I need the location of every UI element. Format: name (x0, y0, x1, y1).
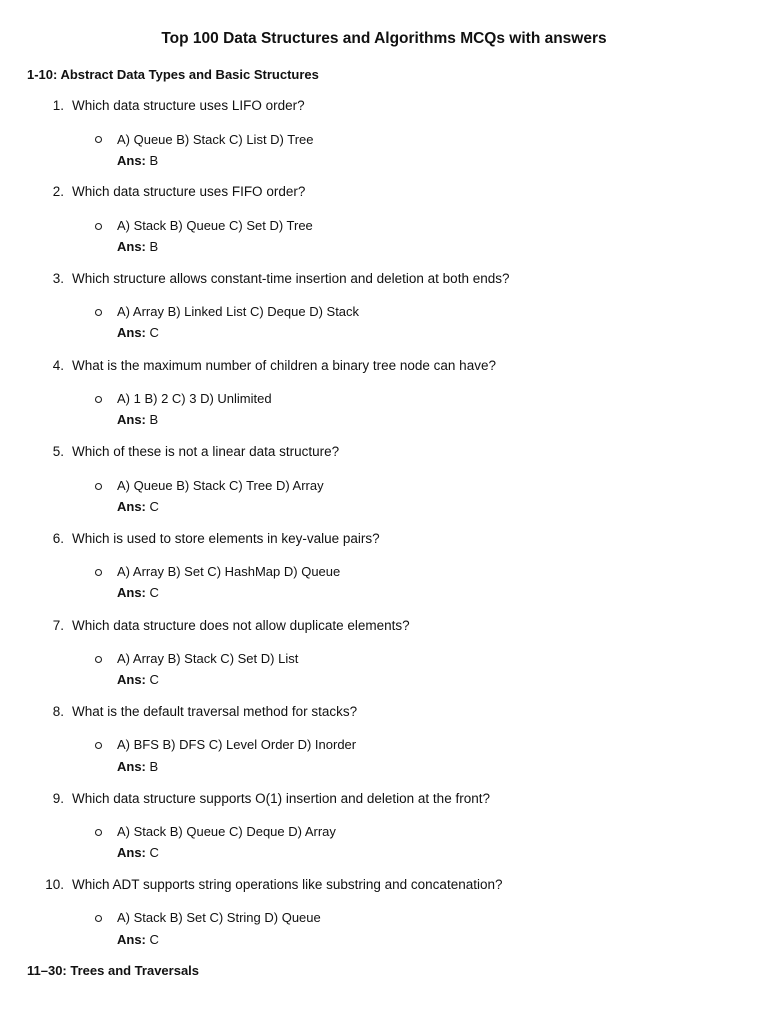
answer-value: B (149, 412, 159, 427)
answer-label: Ans: (117, 325, 146, 340)
answer-label: Ans: (117, 239, 146, 254)
answer-line (117, 584, 159, 601)
hollow-circle-bullet-icon (94, 482, 103, 491)
answer-label: Ans: (117, 759, 146, 774)
hollow-circle-bullet-icon (94, 395, 103, 404)
question-number: 3. (52, 271, 64, 286)
answer-value: B (149, 153, 159, 168)
hollow-circle-bullet-icon (94, 222, 103, 231)
answer-line (117, 324, 159, 341)
answer-label: Ans: (117, 499, 146, 514)
answer-line (117, 498, 159, 515)
answer-value: C (149, 325, 159, 340)
answer-options: A) Stack B) Queue C) Set D) Tree (117, 218, 313, 233)
answer-value: C (149, 932, 159, 947)
hollow-circle-bullet-icon (94, 741, 103, 750)
question-text: Which ADT supports string operations like substring and concatenation? (72, 877, 503, 892)
answer-label: Ans: (117, 845, 146, 860)
hollow-circle-bullet-icon (94, 135, 103, 144)
answer-options: A) Array B) Stack C) Set D) List (117, 651, 299, 666)
answer-label: Ans: (117, 672, 146, 687)
answer-line (117, 411, 158, 428)
question-text: Which of these is not a linear data structure? (72, 444, 340, 459)
answer-value: C (149, 672, 159, 687)
question-text: Which data structure uses FIFO order? (72, 184, 306, 199)
question-number: 9. (52, 791, 64, 806)
answer-line (117, 758, 158, 775)
question-number: 10. (45, 877, 64, 892)
question-text: Which is used to store elements in key-value pairs? (72, 531, 380, 546)
question-number: 5. (52, 444, 64, 459)
question-text: Which data structure uses LIFO order? (72, 98, 305, 113)
answer-options: A) BFS B) DFS C) Level Order D) Inorder (117, 737, 357, 752)
question-number: 7. (52, 618, 64, 633)
answer-line (117, 671, 159, 688)
answer-value: B (149, 759, 159, 774)
answer-options: A) Stack B) Queue C) Deque D) Array (117, 824, 336, 839)
question-text: Which data structure does not allow duplicate elements? (72, 618, 410, 633)
question-text: What is the default traversal method for stacks? (72, 704, 358, 719)
hollow-circle-bullet-icon (94, 568, 103, 577)
answer-line (117, 931, 159, 948)
answer-value: B (149, 239, 159, 254)
answer-line (117, 152, 158, 169)
answer-options: A) Queue B) Stack C) Tree D) Array (117, 478, 324, 493)
answer-value: C (149, 585, 159, 600)
answer-options: A) Queue B) Stack C) List D) Tree (117, 132, 314, 147)
question-number: 2. (52, 184, 64, 199)
answer-value: C (149, 499, 159, 514)
answer-options: A) Array B) Linked List C) Deque D) Stack (117, 304, 360, 319)
answer-label: Ans: (117, 153, 146, 168)
answer-label: Ans: (117, 585, 146, 600)
hollow-circle-bullet-icon (94, 308, 103, 317)
question-text: Which structure allows constant-time insertion and deletion at both ends? (72, 271, 510, 286)
answer-label: Ans: (117, 932, 146, 947)
answer-options: A) 1 B) 2 C) 3 D) Unlimited (117, 391, 272, 406)
answer-value: C (149, 845, 159, 860)
question-text: Which data structure supports O(1) insertion and deletion at the front? (72, 791, 490, 806)
answer-label: Ans: (117, 412, 146, 427)
question-number: 1. (52, 98, 64, 113)
section-heading-1-10: 1-10: Abstract Data Types and Basic Structures (27, 67, 319, 82)
answer-line (117, 238, 158, 255)
question-number: 4. (52, 358, 64, 373)
document-title: Top 100 Data Structures and Algorithms MCQs with answers (161, 30, 607, 47)
section-heading-11-30: 11–30: Trees and Traversals (27, 963, 200, 978)
question-number: 6. (52, 531, 64, 546)
hollow-circle-bullet-icon (94, 828, 103, 837)
hollow-circle-bullet-icon (94, 914, 103, 923)
hollow-circle-bullet-icon (94, 655, 103, 664)
answer-line (117, 844, 159, 861)
answer-options: A) Stack B) Set C) String D) Queue (117, 910, 321, 925)
answer-options: A) Array B) Set C) HashMap D) Queue (117, 564, 341, 579)
question-text: What is the maximum number of children a binary tree node can have? (72, 358, 496, 373)
question-number: 8. (52, 704, 64, 719)
